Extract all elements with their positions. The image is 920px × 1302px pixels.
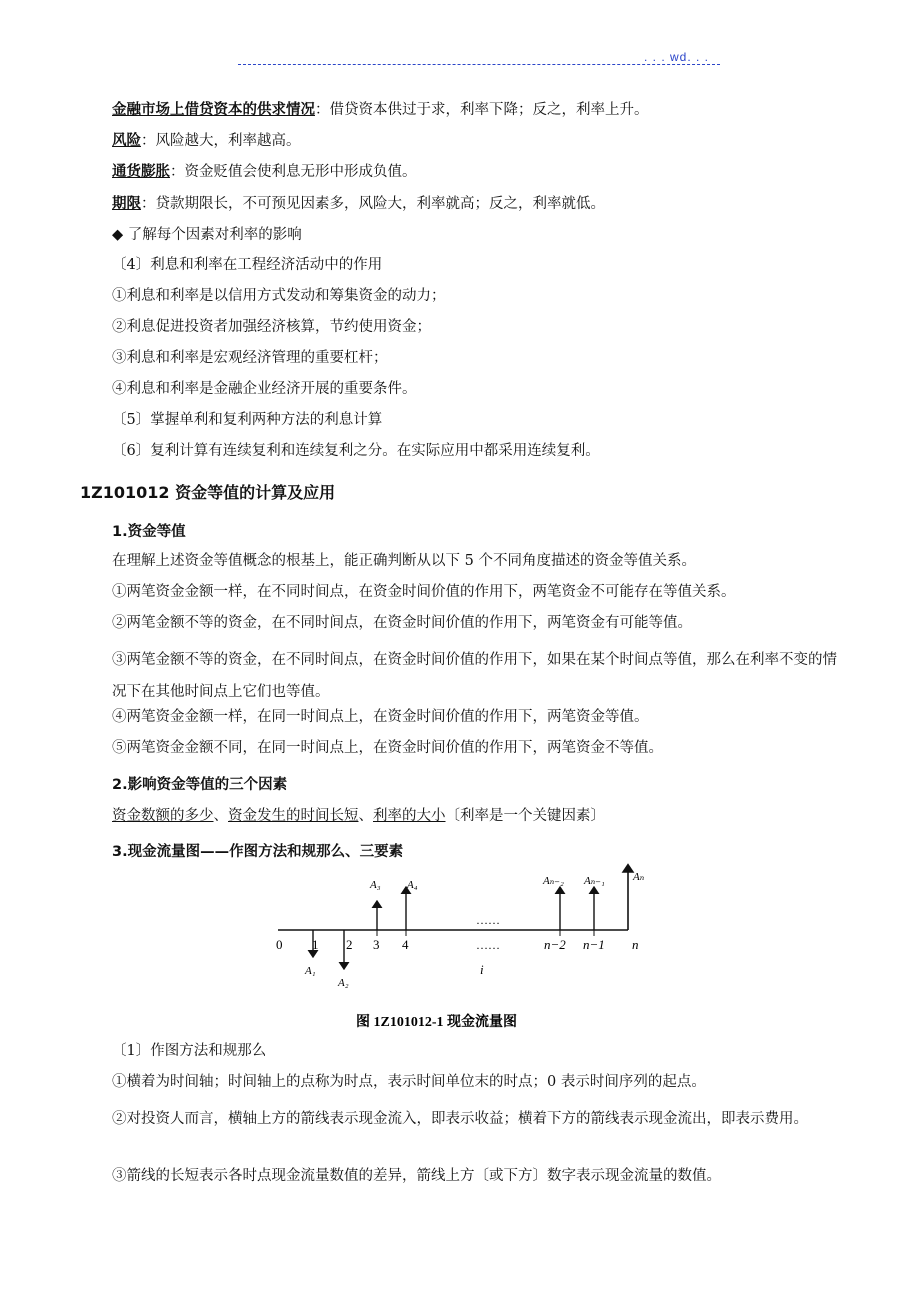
section4-item: ①利息和利率是以信用方式发动和筹集资金的动力； <box>112 288 446 304</box>
bullet-note: ◆ 了解每个因素对利率的影响 <box>112 227 302 243</box>
flow-label: Aₙ₋₁ <box>584 875 605 887</box>
factor-amount: 资金数额的多少 <box>112 808 214 824</box>
header-mark: . . . wd. . . <box>644 50 710 64</box>
factor-label: 风险 <box>112 132 141 149</box>
rules-title: 〔1〕作图方法和规那么 <box>112 1043 267 1059</box>
chapter-heading: 1Z101012 资金等值的计算及应用 <box>80 483 336 502</box>
cash-flow-svg <box>272 860 664 1032</box>
flow-label: Aₙ₋₂ <box>543 875 564 887</box>
factor-risk <box>112 131 301 151</box>
rules-item: ③箭线的长短表示各时点现金流量数值的差异，箭线上方〔或下方〕数字表示现金流量的数值。 <box>112 1168 721 1184</box>
tick-label: 1 <box>312 937 319 952</box>
section4-item: ③利息和利率是宏观经济管理的重要杠杆； <box>112 350 388 366</box>
factor-term <box>112 194 605 214</box>
rules-item: ①横着为时间轴；时间轴上的点称为时点，表示时间单位末的时点；0 表示时间序列的起点。 <box>112 1074 706 1090</box>
factor-text: ：资金贬值会使利息无形中形成负值。 <box>170 164 417 180</box>
section4-item: ④利息和利率是金融企业经济开展的重要条件。 <box>112 381 417 397</box>
rules-item: ②对投资人而言，横轴上方的箭线表示现金流入，即表示收益；横着下方的箭线表示现金流出，即表示费用。 <box>112 1111 808 1127</box>
flow-label: A₄ <box>407 879 418 891</box>
factor-note: 〔利率是一个关键因素〕 <box>445 808 605 824</box>
cash-flow-diagram <box>272 860 664 1032</box>
factor-supply-demand <box>112 100 649 120</box>
factor-inflation <box>112 162 417 182</box>
tick-label: n−2 <box>544 937 566 952</box>
flow-label: A₃ <box>370 879 381 891</box>
sub1-item: ④两笔资金金额一样，在同一时间点上，在资金时间价值的作用下，两笔资金等值。 <box>112 709 649 725</box>
flow-label: A₁ <box>305 965 316 977</box>
header-dashed-line <box>238 64 720 65</box>
factor-label: 期限 <box>112 195 141 212</box>
tick-label: 3 <box>373 937 380 952</box>
sub1-item: ③两笔金额不等的资金，在不同时间点，在资金时间价值的作用下，如果在某个时间点等值，那么在利率不变的情况下在其他时间点上它们也等值。 <box>112 652 837 700</box>
rate-label: i <box>480 962 484 977</box>
sub1-title: 1.资金等值 <box>112 524 186 540</box>
factor-time: 资金发生的时间长短 <box>228 808 359 824</box>
separator: 、 <box>358 808 373 824</box>
ellipsis: …… <box>476 938 500 952</box>
factor-text: ：风险越大，利率越高。 <box>141 133 301 149</box>
factor-text: ：贷款期限长，不可预见因素多，风险大，利率就高；反之，利率就低。 <box>141 196 605 212</box>
sub1-item: ①两笔资金金额一样，在不同时间点，在资金时间价值的作用下，两笔资金不可能存在等值关系。 <box>112 584 736 600</box>
factor-rate: 利率的大小 <box>373 808 446 824</box>
factor-label: 通货膨胀 <box>112 163 170 180</box>
factor-label: 金融市场上借贷资本的供求情况 <box>112 101 315 118</box>
section4-title: 〔4〕利息和利率在工程经济活动中的作用 <box>112 257 383 273</box>
flow-label: Aₙ <box>633 871 645 883</box>
tick-label: 0 <box>276 937 283 952</box>
figure-caption: 图 1Z101012-1 现金流量图 <box>356 1015 517 1030</box>
sub2-factors <box>112 806 605 826</box>
factor-text: ：借贷资本供过于求，利率下降；反之，利率上升。 <box>315 102 649 118</box>
sub1-item: ②两笔金额不等的资金，在不同时间点，在资金时间价值的作用下，两笔资金有可能等值。 <box>112 615 692 631</box>
sub2-title: 2.影响资金等值的三个因素 <box>112 777 288 793</box>
sub1-item: ⑤两笔资金金额不同，在同一时间点上，在资金时间价值的作用下，两笔资金不等值。 <box>112 740 663 756</box>
flow-label: A₂ <box>338 977 349 989</box>
section5-title: 〔5〕掌握单利和复利两种方法的利息计算 <box>112 412 383 428</box>
sub3-title: 3.现金流量图——作图方法和规那么、三要素 <box>112 844 404 860</box>
tick-label: 4 <box>402 937 409 952</box>
ellipsis: …… <box>476 913 500 927</box>
section4-item: ②利息促进投资者加强经济核算，节约使用资金； <box>112 319 431 335</box>
separator: 、 <box>213 808 228 824</box>
tick-label: n−1 <box>583 937 605 952</box>
tick-label: n <box>632 937 639 952</box>
sub1-intro: 在理解上述资金等值概念的根基上，能正确判断从以下 5 个不同角度描述的资金等值关系。 <box>112 553 696 569</box>
section6-title: 〔6〕复利计算有连续复利和连续复利之分。在实际应用中都采用连续复利。 <box>112 443 600 459</box>
tick-label: 2 <box>346 937 353 952</box>
